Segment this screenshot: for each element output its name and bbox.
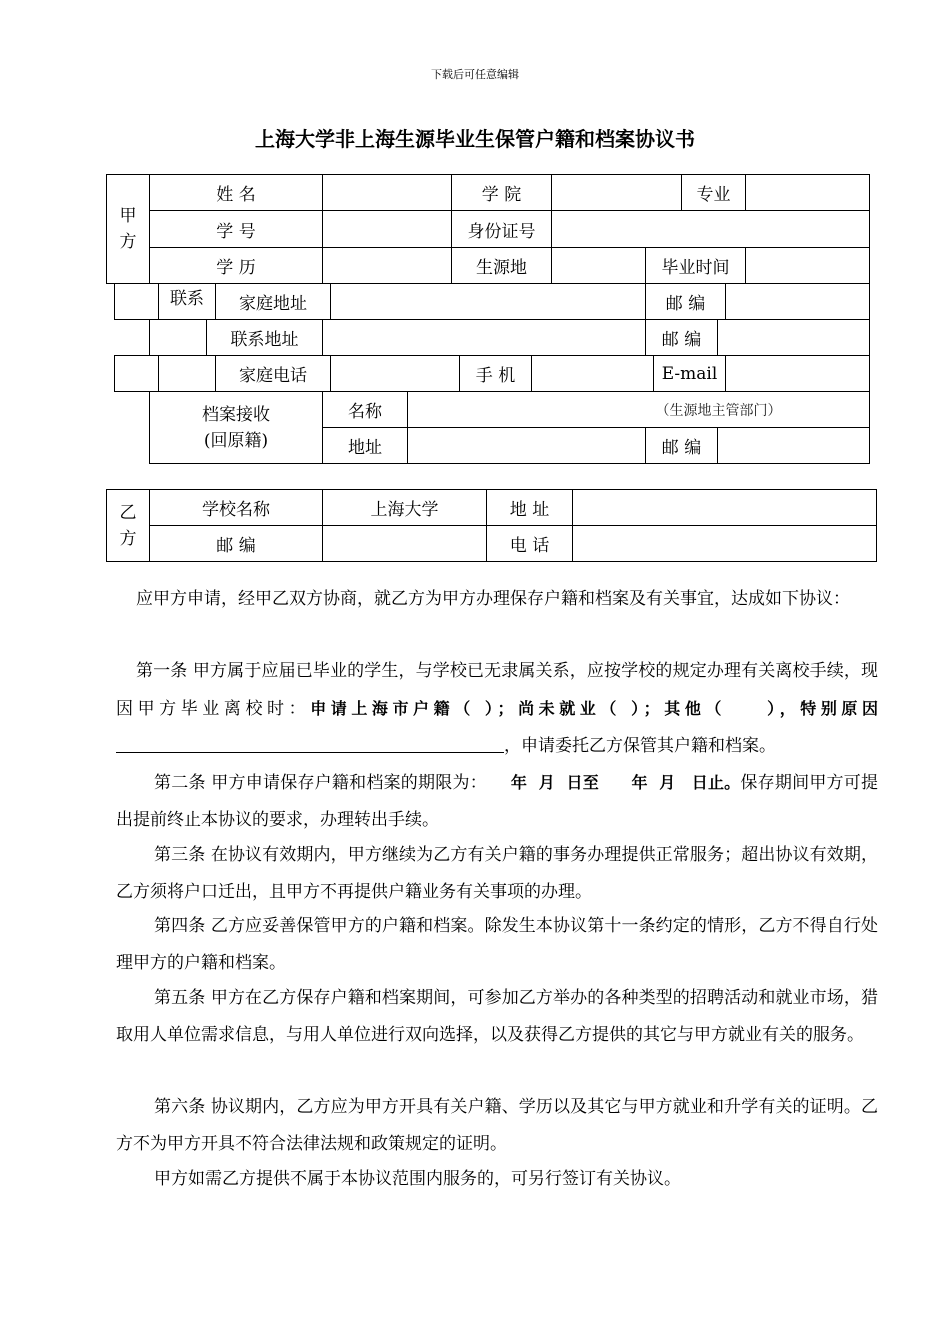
article-2-period: 年 月 日至 年 月 日止。: [478, 773, 741, 792]
article-3: 第三条 在协议有效期内，甲方继续为乙方有关户籍的事务办理提供正常服务；超出协议有效期，乙方须将户口迁出，且甲方不再提供户籍业务有关事项的办理。: [116, 845, 878, 902]
archive-name-hint: （生源地主管部门）: [655, 402, 782, 419]
archive-name-label: 名称: [322, 391, 408, 428]
id-card-label: 身份证号: [451, 210, 552, 248]
header-note: 下载后可任意编辑: [431, 68, 519, 81]
postcode-field[interactable]: [725, 283, 870, 320]
student-id-field[interactable]: [322, 210, 452, 248]
major-label: 专业: [681, 174, 746, 211]
home-phone-label: 家庭电话: [215, 355, 331, 392]
school-phone-label: 电 话: [486, 525, 573, 562]
home-phone-field[interactable]: [330, 355, 460, 392]
mobile-field[interactable]: [531, 355, 654, 392]
grad-time-label: 毕业时间: [645, 247, 746, 284]
contact-address-field[interactable]: [322, 319, 646, 356]
education-field[interactable]: [322, 247, 452, 284]
school-address-field[interactable]: [572, 489, 877, 526]
student-id-label: 学 号: [149, 210, 323, 248]
home-address-field[interactable]: [330, 283, 646, 320]
archive-name-field[interactable]: [407, 391, 870, 428]
grad-time-field[interactable]: [745, 247, 870, 284]
id-card-field[interactable]: [551, 210, 870, 248]
school-name-value: 上海大学: [322, 489, 487, 526]
email-label: E-mail: [653, 355, 726, 392]
archive-address-label: 地址: [322, 427, 408, 464]
blank-cell: [149, 319, 207, 356]
major-field[interactable]: [745, 174, 870, 211]
postcode-label-3: 邮 编: [645, 427, 718, 464]
reason-blank[interactable]: [116, 734, 504, 753]
name-label: 姓 名: [149, 174, 323, 211]
education-label: 学 历: [149, 247, 323, 284]
article-5: 第五条 甲方在乙方保存户籍和档案期间，可参加乙方举办的各种类型的招聘活动和就业市场，猎取用人单位需求信息，与用人单位进行双向选择，以及获得乙方提供的其它与甲方就业有关的服务。: [116, 988, 878, 1045]
intro-paragraph: 应甲方申请，经甲乙双方协商，就乙方为甲方办理保存户籍和档案及有关事宜，达成如下协议：: [136, 589, 850, 609]
blank-cell: [114, 283, 159, 320]
postcode-label: 邮 编: [645, 283, 726, 320]
mobile-label: 手 机: [459, 355, 532, 392]
article-1-options: 申请上海市户籍（ ）；尚未就业（ ）；其他（ ），特别原因: [310, 699, 878, 718]
origin-field[interactable]: [551, 247, 646, 284]
article-1: 第一条 甲方属于应届已毕业的学生，与学校已无隶属关系，应按学校的规定办理有关离校手续，现因甲方毕业离校时：申请上海市户籍（ ）；尚未就业（ ）；其他（ ），特别原因，申请委托乙方保管其户籍和档案。: [116, 661, 878, 756]
school-phone-field[interactable]: [572, 525, 877, 562]
school-address-label: 地 址: [486, 489, 573, 526]
archive-address-field[interactable]: [407, 427, 646, 464]
blank-cell: [158, 355, 216, 392]
college-label: 学 院: [451, 174, 552, 211]
school-name-label: 学校名称: [149, 489, 323, 526]
postcode-label-2: 邮 编: [645, 319, 718, 356]
archive-receive-label: 档案接收 (回原籍): [149, 391, 323, 464]
blank-cell: [114, 355, 159, 392]
party-b-label: 乙 方: [106, 489, 150, 562]
college-field[interactable]: [551, 174, 682, 211]
document-title: 上海大学非上海生源毕业生保管户籍和档案协议书: [255, 127, 695, 151]
article-2: 第二条 甲方申请保存户籍和档案的期限为： 年 月 日至 年 月 日止。保存期间甲方可提出提前终止本协议的要求，办理转出手续。: [116, 773, 878, 830]
party-a-label: 甲 方: [106, 174, 150, 284]
school-postcode-label: 邮 编: [149, 525, 323, 562]
origin-label: 生源地: [451, 247, 552, 284]
postcode-field-3[interactable]: [717, 427, 870, 464]
home-address-label: 家庭地址: [215, 283, 331, 320]
closing-paragraph: 甲方如需乙方提供不属于本协议范围内服务的，可另行签订有关协议。: [154, 1169, 681, 1189]
name-field[interactable]: [322, 174, 452, 211]
contact-label: 联系: [158, 283, 216, 320]
article-4: 第四条 乙方应妥善保管甲方的户籍和档案。除发生本协议第十一条约定的情形，乙方不得自行处理甲方的户籍和档案。: [116, 916, 878, 973]
email-field[interactable]: [725, 355, 870, 392]
article-6: 第六条 协议期内，乙方应为甲方开具有关户籍、学历以及其它与甲方就业和升学有关的证明。乙方不为甲方开具不符合法律法规和政策规定的证明。: [116, 1097, 878, 1154]
contact-address-label: 联系地址: [206, 319, 323, 356]
postcode-field-2[interactable]: [717, 319, 870, 356]
school-postcode-field[interactable]: [322, 525, 487, 562]
